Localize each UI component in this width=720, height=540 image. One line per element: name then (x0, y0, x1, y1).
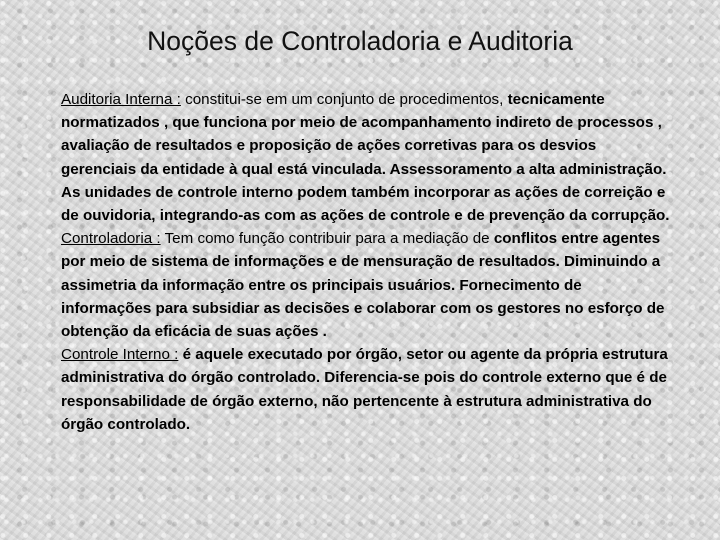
term-controle-interno: Controle Interno : (61, 346, 179, 364)
paragraph-text: conflitos entre agentes por meio de sistema de informações e de mensuração de resultados. Diminuindo a assimetria da informação entre os principais usuários. Fornecimento de informações para subsidiar as decisões e colaborar com os gestores no esforço de obtenção da eficácia de suas ações . (61, 230, 665, 341)
paragraph-auditoria-interna (61, 88, 673, 227)
paragraph-lead: Tem como função contribuir para a mediação de (160, 230, 490, 248)
term-controladoria: Controladoria : (61, 230, 161, 248)
paragraph-controladoria (61, 227, 673, 343)
slide-title: Noções de Controladoria e Auditoria (147, 26, 573, 56)
slide-body (61, 88, 673, 436)
paragraph-lead: é aquele executado por órgão, setor ou agente da (178, 346, 542, 364)
paragraph-text: própria estrutura administrativa do órgão controlado. Diferencia-se pois do controle externo que é de responsabilidade de órgão externo, não pertencente à estrutura administrativa do órgão controlado. (61, 346, 668, 433)
paragraph-text: tecnicamente normatizados , que funciona por meio de acompanhamento indireto de processos , avaliação de resultados e proposição de ações corretivas para os desvios gerenciais da entidade à qual está vinculada. Assessoramento a alta administração. As unidades de controle interno podem também incorporar as ações de correição e de ouvidoria, integrando-as com as ações de controle e de prevenção da corrupção. (61, 91, 670, 225)
paragraph-controle-interno (61, 343, 673, 436)
paragraph-lead: constitui-se em um conjunto de procedimentos, (180, 91, 504, 108)
term-auditoria-interna: Auditoria Interna : (61, 91, 181, 108)
